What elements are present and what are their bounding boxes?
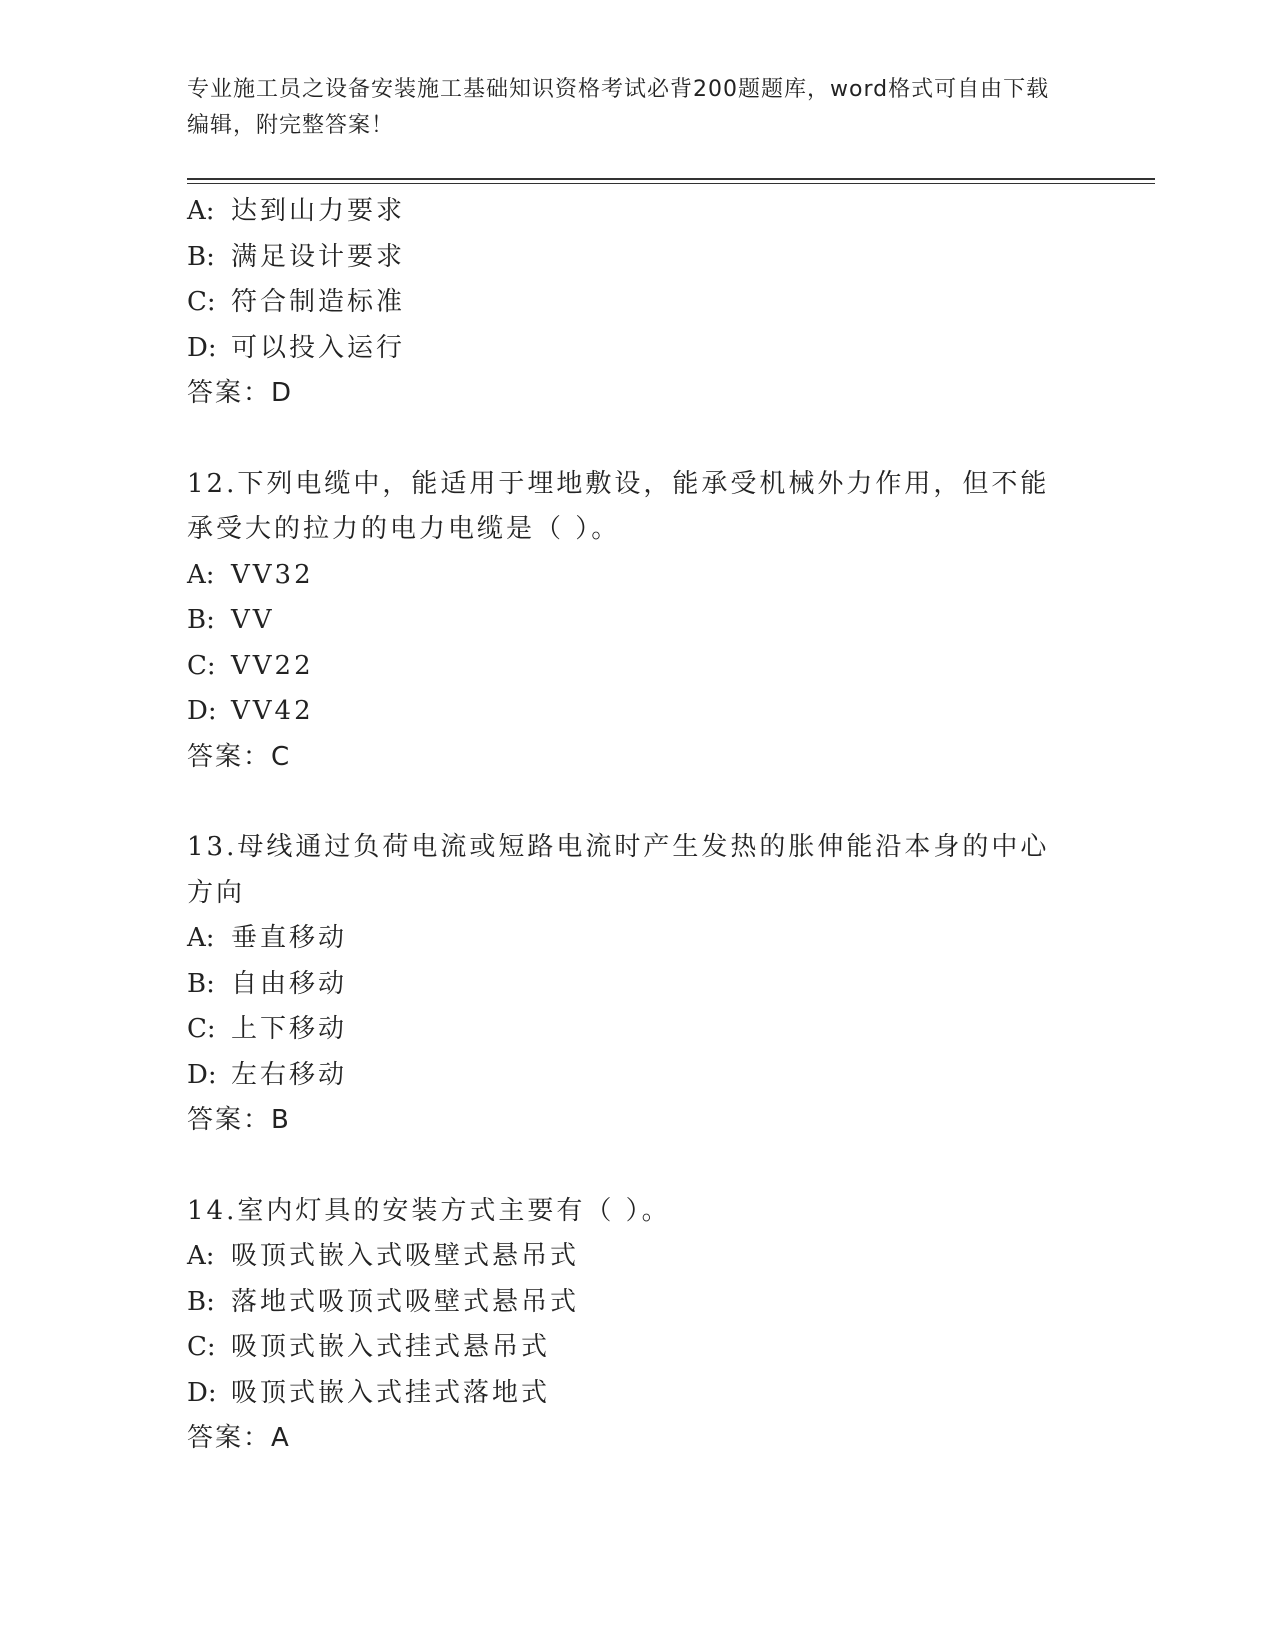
question-block-12: [187, 462, 1087, 781]
option-c: C: 吸顶式嵌入式挂式悬吊式: [187, 1332, 551, 1362]
option-b: B: 自由移动: [187, 968, 348, 999]
question-stem: 14.室内灯具的安装方式主要有（ ）。: [187, 1195, 671, 1226]
question-block-14: [187, 1189, 1087, 1462]
question-block-11: [187, 189, 1087, 417]
option-c: C: 上下移动: [187, 1014, 348, 1044]
option-c: C: 符合制造标准: [187, 287, 406, 317]
option-d: D: 吸顶式嵌入式挂式落地式: [187, 1377, 551, 1408]
page-header-title: 专业施工员之设备安装施工基础知识资格考试必背200题题库，word格式可自由下载编辑，附完整答案！: [187, 77, 1050, 138]
option-c: C: VV22: [187, 650, 314, 681]
option-d: D: 左右移动: [187, 1059, 348, 1090]
answer-label: 答案：A: [187, 1423, 291, 1453]
answer-label: 答案：B: [187, 1105, 291, 1135]
option-a: A: 达到山力要求: [187, 196, 406, 226]
question-stem: 12.下列电缆中，能适用于埋地敷设，能承受机械外力作用，但不能承受大的拉力的电力电缆是（ ）。: [187, 468, 1050, 544]
option-d: D: VV42: [187, 696, 314, 726]
option-a: A: 垂直移动: [187, 923, 348, 953]
question-block-13: [187, 825, 1087, 1144]
option-b: B: 满足设计要求: [187, 241, 406, 272]
question-stem: 13.母线通过负荷电流或短路电流时产生发热的胀伸能沿本身的中心方向: [187, 832, 1050, 908]
option-b: B: VV: [187, 605, 275, 635]
header-divider: [187, 178, 1155, 180]
question-content: [187, 189, 1087, 1462]
answer-label: 答案：D: [187, 378, 294, 408]
option-d: D: 可以投入运行: [187, 332, 406, 363]
option-b: B: 落地式吸顶式吸壁式悬吊式: [187, 1286, 580, 1317]
option-a: A: 吸顶式嵌入式吸壁式悬吊式: [187, 1241, 580, 1271]
answer-label: 答案：C: [187, 741, 292, 772]
option-a: A: VV32: [187, 559, 314, 590]
